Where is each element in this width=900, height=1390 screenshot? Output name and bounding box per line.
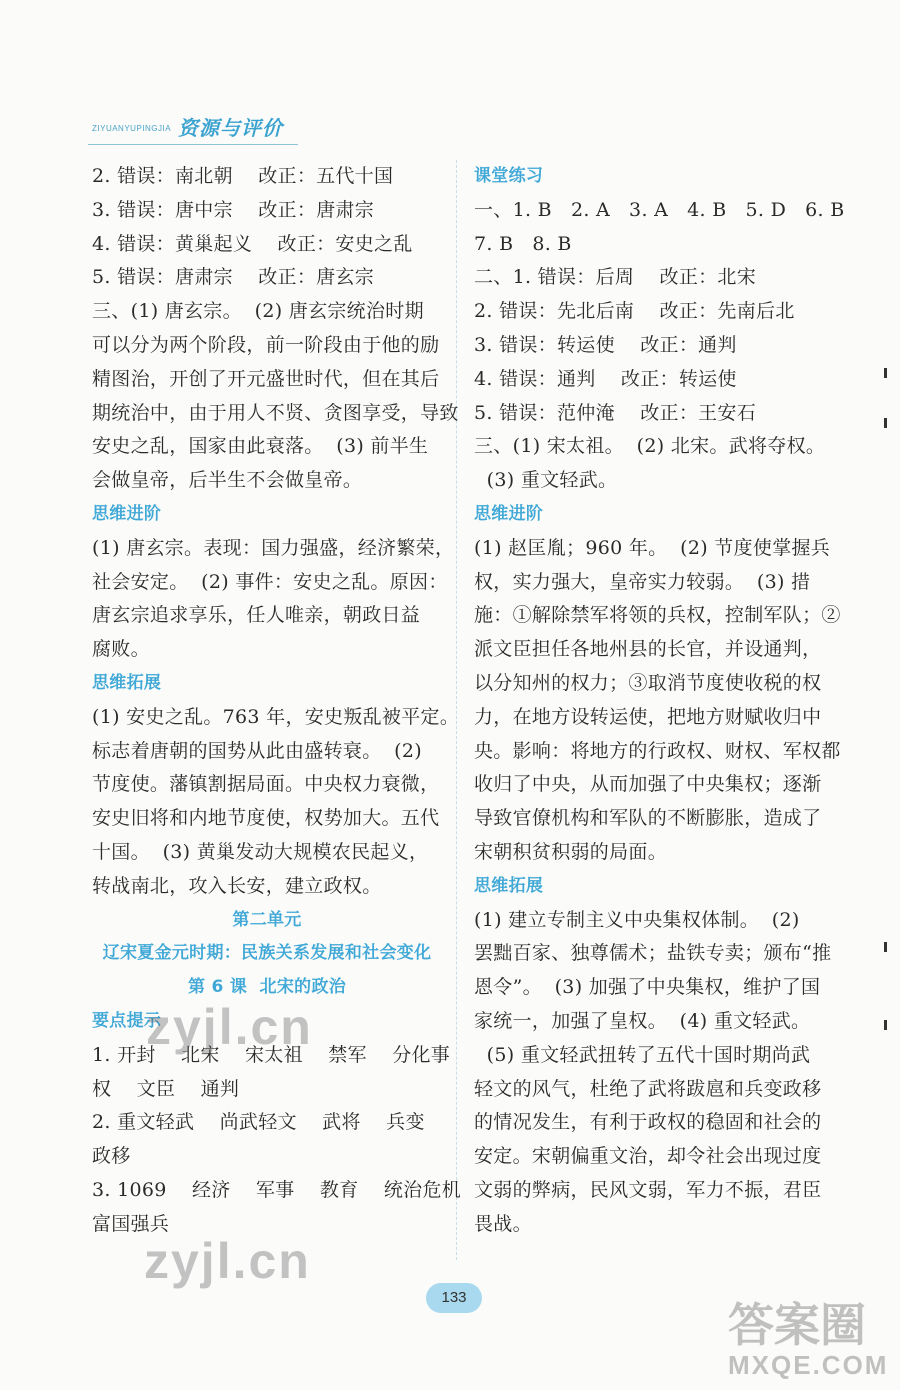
watermark-mxqe-url: MXQE.COM	[728, 1350, 889, 1380]
left-text-line: 政移	[92, 1145, 131, 1168]
left-text-line: 十国。 (3) 黄巢发动大规模农民起义，	[92, 840, 429, 863]
edge-mark	[884, 418, 887, 428]
left-text-line: 唐玄宗追求享乐，任人唯亲，朝政日益	[92, 604, 421, 627]
right-text-line: (1) 建立专制主义中央集权体制。 (2)	[474, 908, 800, 931]
left-text-line: 1. 开封 北宋 宋太祖 禁军 分化事	[92, 1043, 451, 1066]
right-section-heading: 思维拓展	[474, 875, 544, 896]
right-text-line: 7. B 8. B	[474, 232, 572, 255]
right-text-line: 派文臣担任各地州县的长官，并设通判，	[474, 638, 822, 661]
left-text-line: 权 文臣 通判	[92, 1077, 240, 1100]
left-text-line: 2. 重文轻武 尚武轻文 武将 兵变	[92, 1111, 425, 1134]
watermark-mxqe	[728, 1300, 893, 1388]
right-text-line: 文弱的弊病，民风文弱，军力不振，君臣	[474, 1178, 822, 1201]
left-text-line: 富国强兵	[92, 1212, 170, 1235]
right-text-line: 央。影响：将地方的行政权、财权、军权都	[474, 739, 841, 762]
right-text-line: 轻文的风气，杜绝了武将跋扈和兵变政移	[474, 1077, 822, 1100]
left-text-line: 4. 错误：黄巢起义 改正：安史之乱	[92, 232, 413, 255]
left-text-line: 3. 1069 经济 军事 教育 统治危机	[92, 1178, 462, 1201]
right-text-line: 一、1. B 2. A 3. A 4. B 5. D 6. B	[474, 198, 845, 221]
left-section-heading: 第 6 课 北宋的政治	[187, 977, 347, 998]
right-section-heading: 课堂练习	[474, 166, 544, 186]
right-text-line: 畏战。	[474, 1212, 532, 1235]
left-text-line: 会做皇帝，后半生不会做皇帝。	[92, 469, 363, 492]
left-text-line: (1) 唐玄宗。表现：国力强盛，经济繁荣，	[92, 536, 455, 559]
left-text-line: 可以分为两个阶段，前一阶段由于他的励	[92, 333, 440, 356]
right-text-line: 导致官僚机构和军队的不断膨胀，造成了	[474, 807, 822, 830]
left-section-heading: 要点提示	[92, 1010, 162, 1031]
left-section-heading: 思维进阶	[92, 503, 162, 524]
left-section-heading: 第二单元	[232, 909, 302, 930]
left-text-line: 期统治中，由于用人不贤、贪图享受，导致	[92, 401, 459, 424]
right-text-line: 恩令”。 (3) 加强了中央集权，维护了国	[474, 976, 821, 999]
right-text-line: 力，在地方设转运使，把地方财赋收归中	[474, 705, 822, 728]
right-text-line: 二、1. 错误：后周 改正：北宋	[474, 266, 757, 289]
left-text-line: 转战南北，攻入长安，建立政权。	[92, 874, 382, 897]
left-text-line: 5. 错误：唐肃宗 改正：唐玄宗	[92, 266, 375, 289]
left-column	[92, 160, 462, 1242]
right-text-line: 权，实力强大，皇帝实力较弱。 (3) 措	[474, 570, 811, 593]
right-text-line: 罢黜百家、独尊儒术；盐铁专卖；颁布“推	[474, 942, 832, 965]
left-text-line: 节度使。藩镇割据局面。中央权力衰微，	[92, 773, 440, 796]
right-text-line: 安定。宋朝偏重文治，却令社会出现过度	[474, 1145, 822, 1168]
edge-mark	[884, 942, 887, 952]
edge-mark	[884, 368, 887, 378]
left-text-line: 3. 错误：唐中宗 改正：唐肃宗	[92, 198, 375, 221]
right-column	[474, 160, 845, 1242]
watermark-zyjl-bottom: zyjl.cn	[144, 1233, 311, 1289]
left-text-line: 社会安定。 (2) 事件：安史之乱。原因：	[92, 570, 448, 593]
header-title: 资源与评价	[178, 116, 283, 140]
left-text-line: 安史之乱，国家由此衰落。 (3) 前半生	[92, 435, 429, 458]
left-text-line: 腐败。	[92, 638, 150, 661]
right-text-line: 4. 错误：通判 改正：转运使	[474, 367, 737, 390]
right-text-line: 收归了中央，从而加强了中央集权；逐渐	[474, 773, 822, 796]
right-text-line: 2. 错误：先北后南 改正：先南后北	[474, 300, 795, 323]
left-section-heading: 辽宋夏金元时期：民族关系发展和社会变化	[102, 943, 432, 964]
right-text-line: (3) 重文轻武。	[474, 469, 618, 492]
right-text-line: 5. 错误：范仲淹 改正：王安石	[474, 401, 757, 424]
right-text-line: (5) 重文轻武扭转了五代十国时期尚武	[474, 1043, 811, 1066]
running-header	[88, 112, 328, 146]
right-text-line: 施：①解除禁军将领的兵权，控制军队；②	[474, 604, 841, 627]
right-section-heading: 思维进阶	[474, 503, 544, 524]
left-section-heading: 思维拓展	[92, 672, 162, 693]
page-number: 133	[426, 1283, 482, 1313]
watermark-zyjl-top: zyjl.cn	[146, 999, 313, 1055]
right-text-line: 宋朝积贫积弱的局面。	[474, 840, 668, 863]
left-text-line: 三、(1) 唐玄宗。 (2) 唐玄宗统治时期	[92, 300, 424, 323]
watermark-mxqe-logo: 答案圈	[728, 1299, 866, 1351]
right-text-line: 三、(1) 宋太祖。 (2) 北宋。武将夺权。	[474, 435, 826, 458]
left-text-line: 2. 错误：南北朝 改正：五代十国	[92, 165, 394, 187]
left-text-line: (1) 安史之乱。763 年，安史叛乱被平定。	[92, 705, 460, 728]
edge-mark	[884, 1020, 887, 1030]
right-text-line: 3. 错误：转运使 改正：通判	[474, 333, 737, 356]
left-text-line: 标志着唐朝的国势从此由盛转衰。 (2)	[92, 739, 422, 762]
right-text-line: 的情况发生，有利于政权的稳固和社会的	[474, 1111, 822, 1134]
left-text-line: 安史旧将和内地节度使，权势加大。五代	[92, 807, 440, 830]
left-text-line: 精图治，开创了开元盛世时代，但在其后	[92, 367, 440, 390]
right-text-line: 家统一，加强了皇权。 (4) 重文轻武。	[474, 1009, 811, 1032]
right-text-line: 以分知州的权力；③取消节度使收税的权	[474, 671, 822, 694]
right-text-line: (1) 赵匡胤；960 年。 (2) 节度使掌握兵	[474, 536, 831, 559]
header-pinyin: ZIYUANYUPINGJIA	[92, 124, 172, 133]
